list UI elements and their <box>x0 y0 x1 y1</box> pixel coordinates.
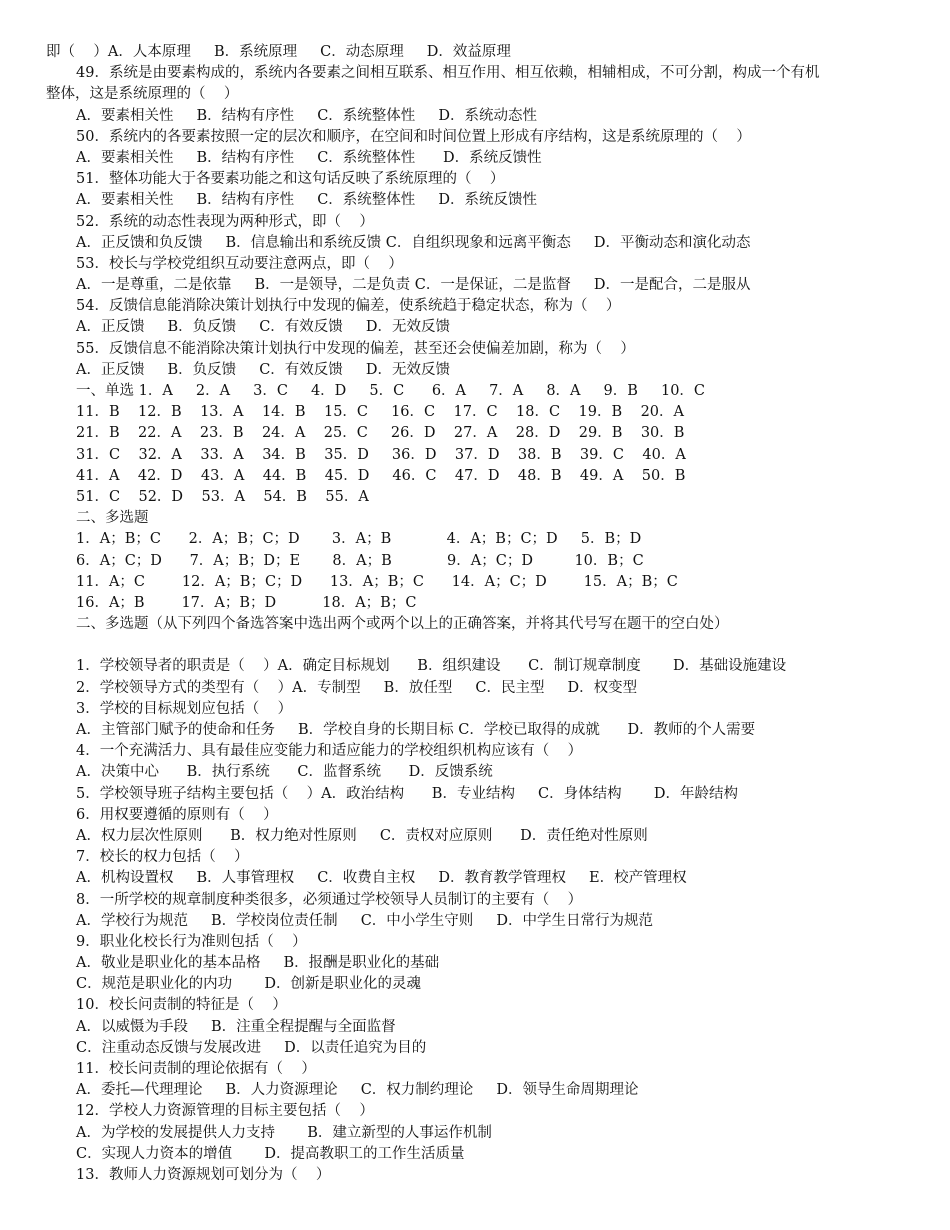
text-line: 1．A；B；C 2．A；B；C；D 3．A；B 4．A；B；C；D 5．B；D <box>76 531 642 548</box>
text-line: 11．B 12．B 13．A 14．B 15．C 16．C 17．C 18．C 19．B 20．A <box>76 404 684 421</box>
text-line: A．正反馈 B．负反馈 C．有效反馈 D．无效反馈 <box>76 361 450 378</box>
text-line: 即（ ）A．人本原理 B．系统原理 C．动态原理 D．效益原理 <box>46 44 511 60</box>
blank-line <box>46 635 910 656</box>
text-line: 9．职业化校长行为准则包括（ ） <box>76 933 307 950</box>
text-line: 53．校长与学校党组织互动要注意两点，即（ ） <box>76 255 403 272</box>
text-line: A．一是尊重，二是依靠 B．一是领导，二是负责 C．一是保证，二是监督 D．一是配合，二是服从 <box>76 277 751 294</box>
text-line: A．正反馈和负反馈 B．信息输出和系统反馈 C．自组织现象和远离平衡态 D．平衡动态和演化动态 <box>76 234 751 251</box>
text-line: 51．整体功能大于各要素功能之和这句话反映了系统原理的（ ） <box>76 171 505 188</box>
text-line: 21．B 22．A 23．B 24．A 25．C 26．D 27．A 28．D 29．B 30．B <box>76 425 685 442</box>
text-line: 6．A；C；D 7．A；B；D；E 8．A；B 9．A；C；D 10．B；C <box>76 552 644 569</box>
text-line: 55．反馈信息不能消除决策计划执行中发现的偏差，甚至还会使偏差加剧，称为（ ） <box>76 340 635 357</box>
text-line: 50．系统内的各要素按照一定的层次和顺序，在空间和时间位置上形成有序结构，这是系统原理的（ ） <box>76 128 751 145</box>
text-line: C．规范是职业化的内功 D．创新是职业化的灵魂 <box>76 976 421 993</box>
text-line: 二、多选题 <box>76 510 149 527</box>
text-line: A．权力层次性原则 B．权力绝对性原则 C．责权对应原则 D．责任绝对性原则 <box>76 827 648 844</box>
text-line: 2．学校领导方式的类型有（ ）A．专制型 B．放任型 C．民主型 D．权变型 <box>76 679 638 696</box>
text-line: 6．用权要遵循的原则有（ ） <box>76 806 278 823</box>
text-line: 二、多选题（从下列四个备选答案中选出两个或两个以上的正确答案，并将其代号写在题干的空白处） <box>76 616 729 633</box>
text-line: 51．C 52．D 53．A 54．B 55．A <box>76 488 369 505</box>
text-line: A．决策中心 B．执行系统 C．监督系统 D．反馈系统 <box>76 764 493 781</box>
text-line: 13．教师人力资源规划可划分为（ ） <box>76 1166 331 1183</box>
text-line: 12．学校人力资源管理的目标主要包括（ ） <box>76 1103 374 1120</box>
text-line: A．为学校的发展提供人力支持 B．建立新型的人事运作机制 <box>76 1124 492 1141</box>
text-line: A．要素相关性 B．结构有序性 C．系统整体性 D．系统反馈性 <box>76 149 542 166</box>
text-line: 3．学校的目标规划应包括（ ） <box>76 700 293 717</box>
text-line: 16．A；B 17．A；B；D 18．A；B；C <box>76 594 417 611</box>
text-line: 7．校长的权力包括（ ） <box>76 849 249 866</box>
text-line: 31．C 32．A 33．A 34．B 35．D 36．D 37．D 38．B 39．C 40．A <box>76 446 686 463</box>
text-line: C．实现人力资本的增值 D．提高教职工的工作生活质量 <box>76 1145 465 1162</box>
text-line: 10．校长问责制的特征是（ ） <box>76 997 287 1014</box>
text-line: A．正反馈 B．负反馈 C．有效反馈 D．无效反馈 <box>76 319 450 336</box>
text-line: 1．学校领导者的职责是（ ）A．确定目标规划 B．组织建设 C．制订规章制度 D．基础设施建设 <box>76 658 787 675</box>
text-line: A．主管部门赋予的使命和任务 B．学校自身的长期目标 C．学校已取得的成就 D．教师的个人需要 <box>76 722 756 738</box>
text-line: 4．一个充满活力、具有最佳应变能力和适应能力的学校组织机构应该有（ ） <box>76 743 583 760</box>
text-line: C．注重动态反馈与发展改进 D．以责任追究为目的 <box>76 1039 427 1056</box>
text-line: 11．校长问责制的理论依据有（ ） <box>76 1061 316 1077</box>
text-line: 49．系统是由要素构成的，系统内各要素之间相互联系、相互作用、相互依赖，相辅相成，不可分割，构成一个有机 <box>76 65 820 82</box>
text-line: 11．A；C 12．A；B；C；D 13．A；B；C 14．A；C；D 15．A；B；C <box>76 573 678 590</box>
text-line: 整体，这是系统原理的（ ） <box>46 86 239 103</box>
text-line: A．以威慑为手段 B．注重全程提醒与全面监督 <box>76 1018 396 1035</box>
text-line: A．学校行为规范 B．学校岗位责任制 C．中小学生守则 D．中学生日常行为规范 <box>76 912 653 929</box>
text-line: A．委托—代理理论 B．人力资源理论 C．权力制约理论 D．领导生命周期理论 <box>76 1082 639 1099</box>
text-line: 41．A 42．D 43．A 44．B 45．D 46．C 47．D 48．B 49．A 50．B <box>76 467 686 484</box>
text-line: 54．反馈信息能消除决策计划执行中发现的偏差，使系统趋于稳定状态，称为（ ） <box>76 298 621 315</box>
text-line: 52．系统的动态性表现为两种形式，即（ ） <box>76 213 374 230</box>
text-line: A．敬业是职业化的基本品格 B．报酬是职业化的基础 <box>76 955 440 972</box>
text-line: A．机构设置权 B．人事管理权 C．收费自主权 D．教育教学管理权 E．校产管理权 <box>76 870 687 887</box>
text-line: 一、单选 1．A 2．A 3．C 4．D 5．C 6．A 7．A 8．A 9．B 10．C <box>76 383 706 399</box>
text-line: A．要素相关性 B．结构有序性 C．系统整体性 D．系统反馈性 <box>76 192 537 209</box>
text-line: 8．一所学校的规章制度种类很多，必须通过学校领导人员制订的主要有（ ） <box>76 891 583 908</box>
text-line: 5．学校领导班子结构主要包括（ ）A．政治结构 B．专业结构 C．身体结构 D．年龄结构 <box>76 785 738 802</box>
text-line: A．要素相关性 B．结构有序性 C．系统整体性 D．系统动态性 <box>76 107 537 124</box>
